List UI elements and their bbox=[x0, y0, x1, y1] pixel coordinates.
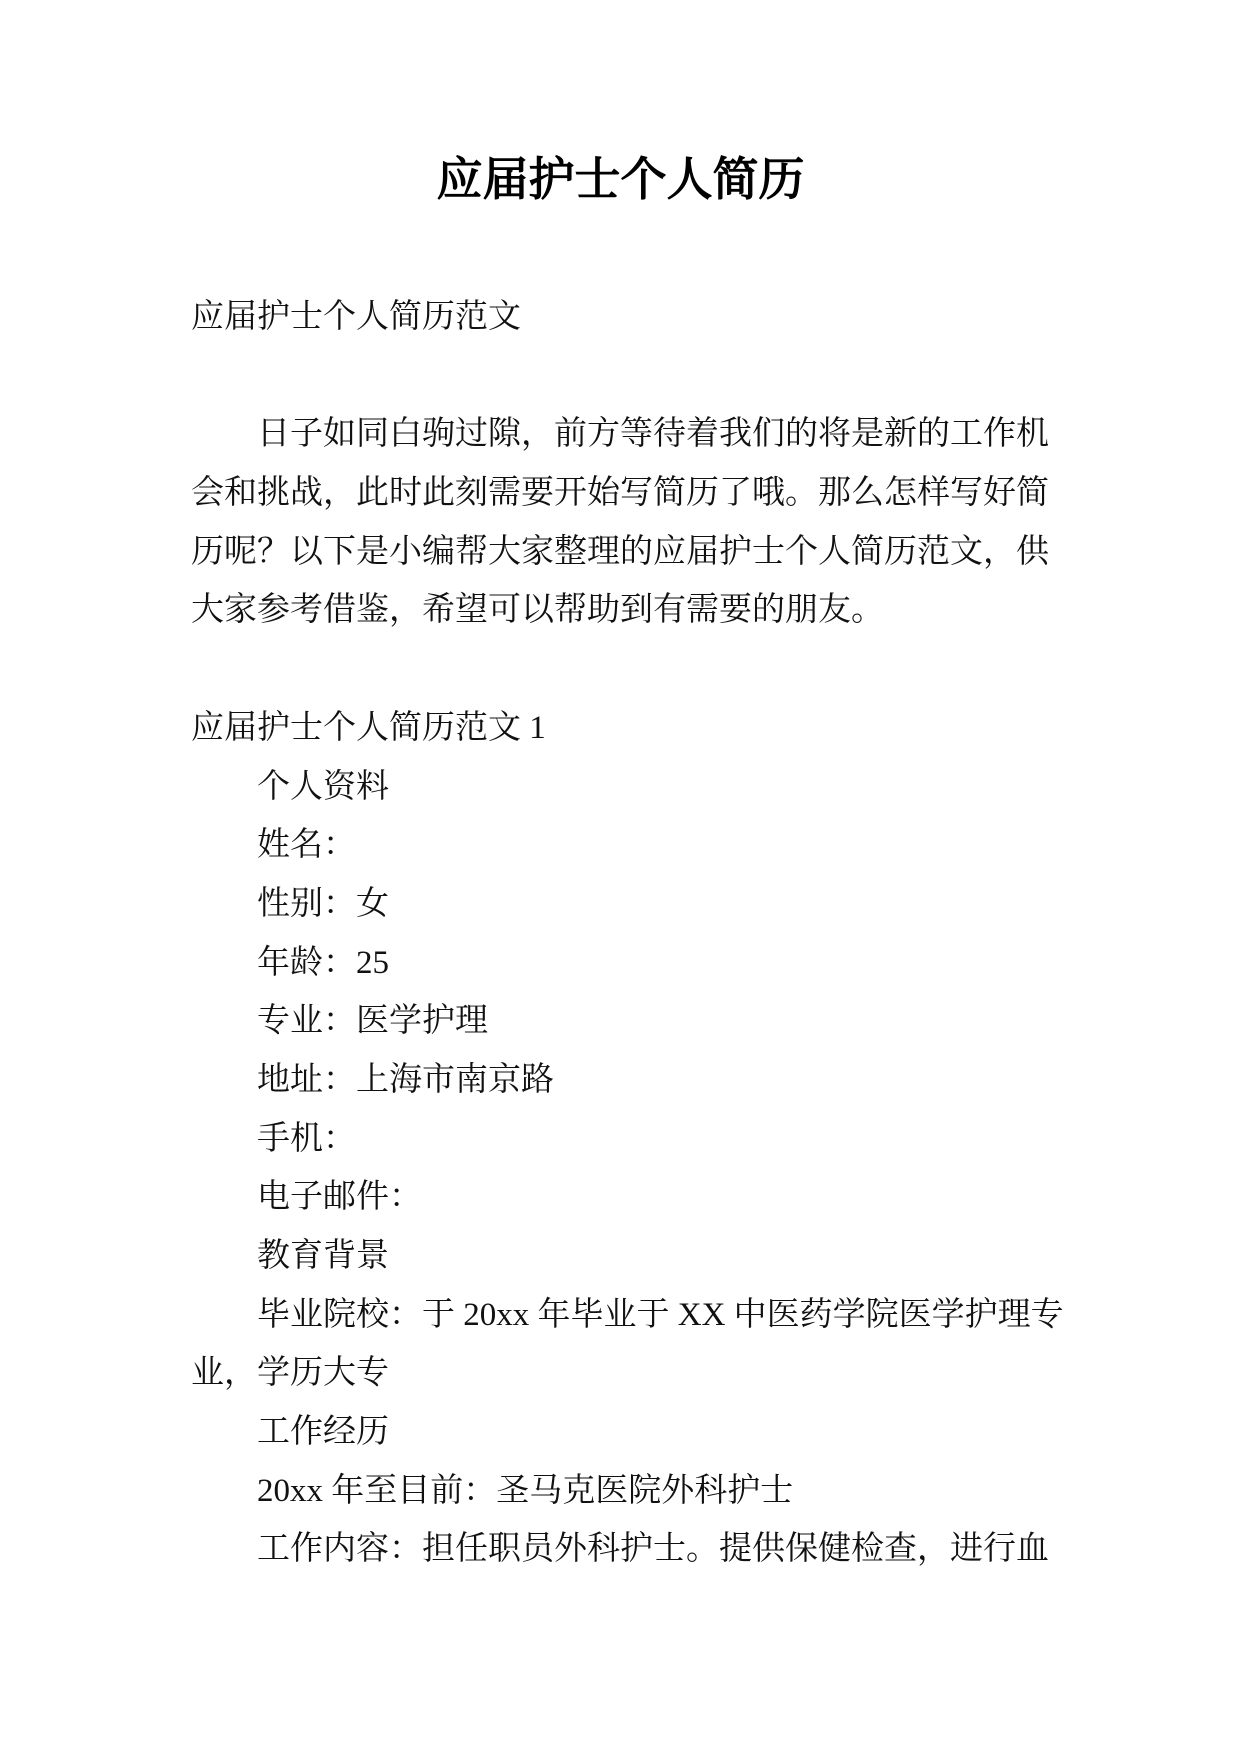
field-value: 25 bbox=[356, 944, 389, 981]
profile-field-email bbox=[191, 1168, 1061, 1227]
sample-heading: 应届护士个人简历范文 1 bbox=[191, 709, 546, 746]
field-label: 电子邮件： bbox=[257, 1179, 422, 1216]
education-heading: 教育背景 bbox=[257, 1238, 389, 1274]
duties-label: 工作内容： bbox=[257, 1531, 422, 1568]
document-body bbox=[191, 288, 1064, 1579]
position-value: 圣马克医院外科护士 bbox=[496, 1472, 794, 1509]
profile-field-gender bbox=[191, 875, 1061, 934]
intro-line: 大家参考借鉴，希望可以帮助到有需要的朋友。 bbox=[191, 592, 884, 629]
field-value: 上海市南京路 bbox=[356, 1061, 554, 1098]
field-label: 手机： bbox=[257, 1120, 356, 1157]
work-period-line bbox=[191, 1462, 1061, 1521]
school-value: 于 20xx 年毕业于 XX 中医药学院医学护理专 bbox=[422, 1296, 1064, 1333]
school-label: 毕业院校： bbox=[257, 1296, 422, 1333]
field-value: 女 bbox=[356, 885, 389, 922]
subtitle: 应届护士个人简历范文 bbox=[191, 299, 521, 335]
profile-field-phone bbox=[191, 1110, 1061, 1169]
profile-field-name bbox=[191, 816, 1061, 875]
intro-line: 会和挑战，此时此刻需要开始写简历了哦。那么怎样写好简 bbox=[191, 475, 1049, 512]
intro-line: 历呢？以下是小编帮大家整理的应届护士个人简历范文，供 bbox=[191, 533, 1049, 570]
field-label: 性别： bbox=[257, 885, 356, 922]
field-label: 年龄： bbox=[257, 944, 356, 981]
education-school-continuation: 业，学历大专 bbox=[191, 1355, 389, 1392]
field-label: 专业： bbox=[257, 1003, 356, 1040]
intro-line: 日子如同白驹过隙，前方等待着我们的将是新的工作机 bbox=[257, 416, 1049, 453]
work-heading: 工作经历 bbox=[257, 1414, 389, 1451]
profile-field-address bbox=[191, 1051, 1061, 1110]
profile-heading: 个人资料 bbox=[257, 768, 389, 805]
document-title: 应届护士个人简历 bbox=[436, 154, 805, 205]
field-label: 姓名： bbox=[257, 827, 356, 864]
period-label: 20xx 年至目前： bbox=[257, 1472, 497, 1509]
profile-field-age bbox=[191, 934, 1061, 993]
field-value: 医学护理 bbox=[356, 1003, 488, 1040]
intro-paragraph bbox=[191, 405, 1061, 640]
profile-field-major bbox=[191, 992, 1061, 1051]
education-school-line bbox=[191, 1286, 1064, 1345]
work-duties-line bbox=[191, 1520, 1061, 1579]
field-label: 地址： bbox=[257, 1061, 356, 1098]
duties-value: 担任职员外科护士。提供保健检查，进行血 bbox=[422, 1531, 1049, 1568]
